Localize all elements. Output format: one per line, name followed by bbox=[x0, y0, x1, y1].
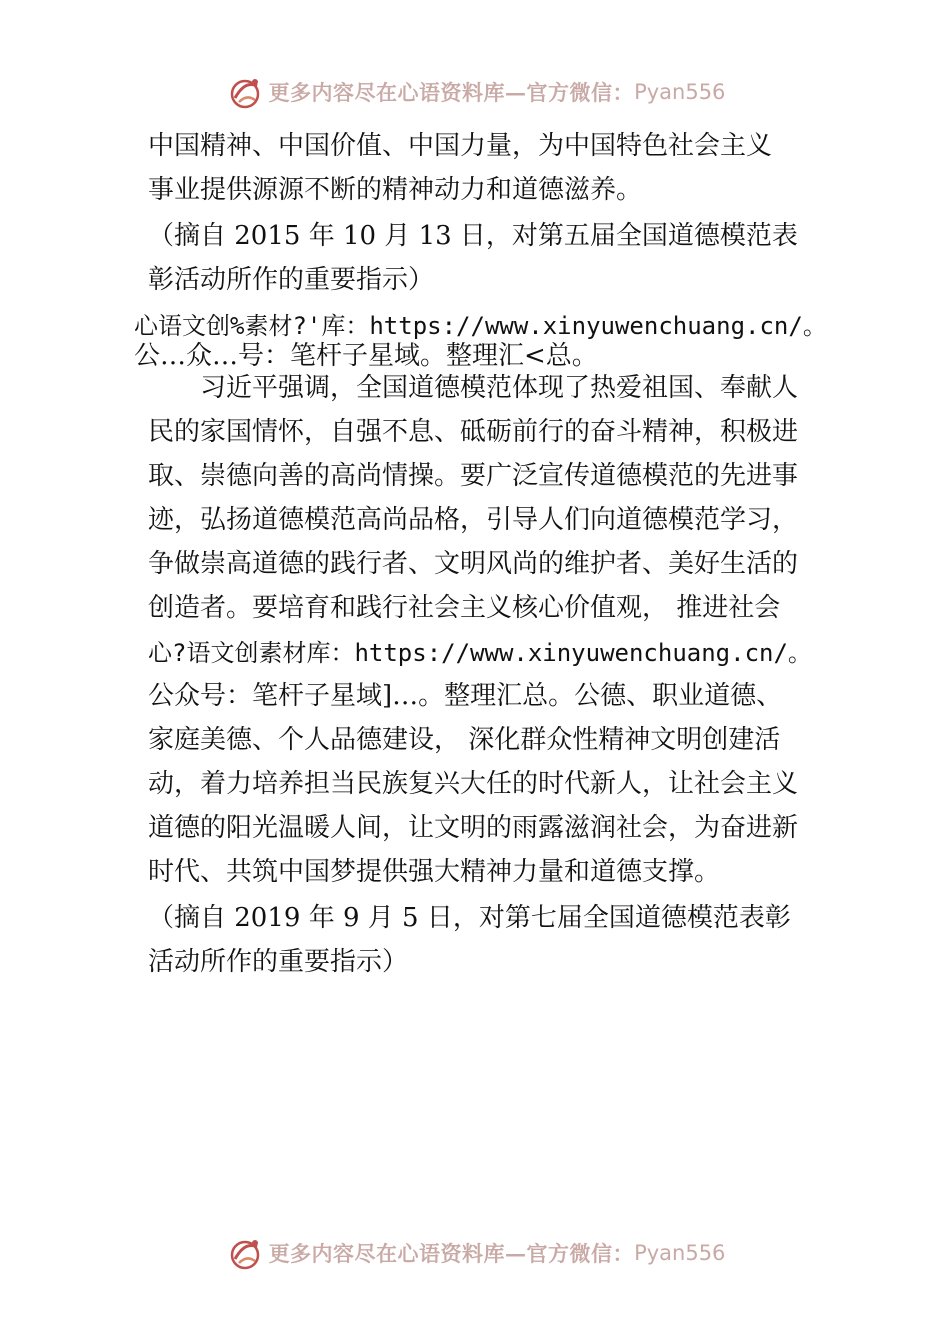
watermark-line: 心?语文创素材库：https://www.xinyuwenchuang.cn/。 bbox=[148, 639, 812, 667]
citation-line: 活动所作的重要指示） bbox=[148, 947, 409, 977]
banner-wechat-id: Pyan556 bbox=[634, 80, 726, 104]
citation-line: （摘自 2019 年 9 月 5 日，对第七届全国道德模范表彰 bbox=[148, 903, 791, 933]
text-line: 迹，弘扬道德模范高尚品格，引导人们向道德模范学习， bbox=[148, 505, 799, 535]
text-line: 时代、共筑中国梦提供强大精神力量和道德支撑。 bbox=[148, 857, 721, 887]
text-line: 争做崇高道德的践行者、文明风尚的维护者、美好生活的 bbox=[148, 549, 799, 579]
text-line: 动，着力培养担当民族复兴大任的时代新人，让社会主义 bbox=[148, 769, 799, 799]
text-line: 习近平强调，全国道德模范体现了热爱祖国、奉献人 bbox=[200, 373, 799, 403]
banner-title: 更多内容尽在心语资料库—官方微信： bbox=[268, 1241, 635, 1266]
text-line: 中国精神、中国价值、中国力量，为中国特色社会主义 bbox=[148, 131, 773, 161]
text-line: 创造者。要培育和践行社会主义核心价值观， 推进社会 bbox=[148, 593, 781, 623]
logo-icon bbox=[225, 1233, 265, 1273]
watermark-line: 心语文创%素材?'库：https://www.xinyuwenchuang.cn/。 bbox=[134, 312, 827, 340]
header-banner bbox=[0, 70, 950, 114]
citation-line: 彰活动所作的重要指示） bbox=[148, 265, 435, 295]
text-line: 民的家国情怀，自强不息、砥砺前行的奋斗精神，积极进 bbox=[148, 417, 799, 447]
footer-banner bbox=[0, 1231, 950, 1275]
text-line: 家庭美德、个人品德建设， 深化群众性精神文明创建活 bbox=[148, 725, 781, 755]
text-line: 事业提供源源不断的精神动力和道德滋养。 bbox=[148, 175, 643, 205]
citation-line: （摘自 2015 年 10 月 13 日，对第五届全国道德模范表 bbox=[148, 221, 798, 251]
banner-title: 更多内容尽在心语资料库—官方微信： bbox=[268, 80, 635, 105]
text-line: 公众号：笔杆子星域]…。整理汇总。公德、职业道德、 bbox=[148, 681, 783, 711]
text-line: 取、崇德向善的高尚情操。要广泛宣传道德模范的先进事 bbox=[148, 461, 799, 491]
banner-wechat-id: Pyan556 bbox=[634, 1241, 726, 1265]
text-line: 道德的阳光温暖人间，让文明的雨露滋润社会，为奋进新 bbox=[148, 813, 799, 843]
logo-icon bbox=[225, 72, 265, 112]
watermark-line: 公…众…号：笔杆子星域。整理汇<总。 bbox=[134, 341, 598, 371]
